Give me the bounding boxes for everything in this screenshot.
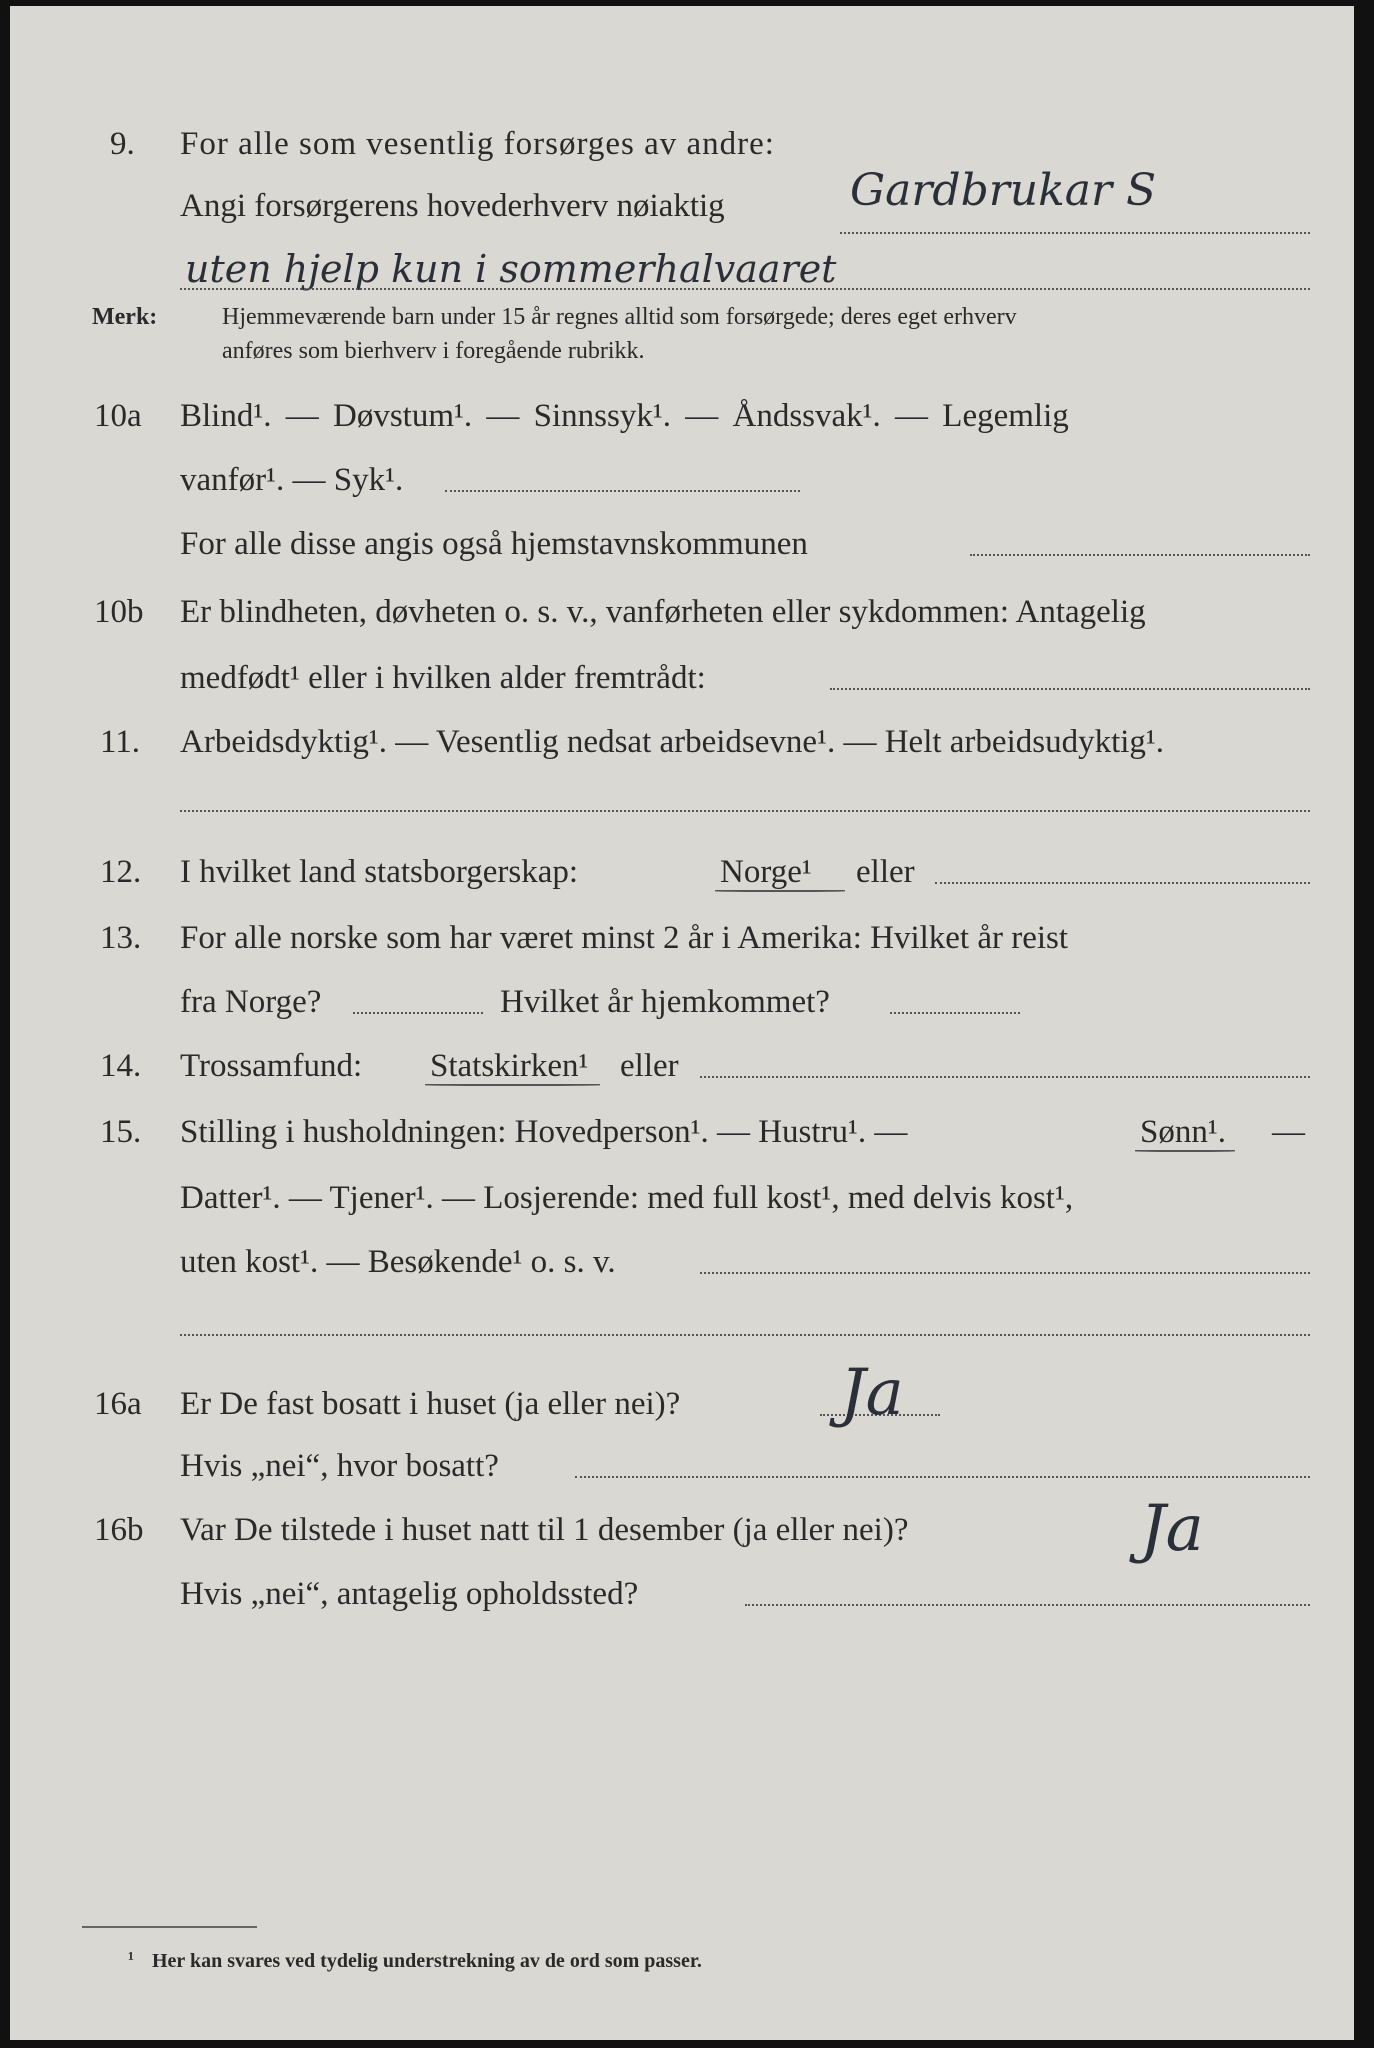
q10a-kommune-line xyxy=(970,554,1310,556)
q15-sonn-underline xyxy=(1135,1150,1235,1152)
q9-handwritten-answer-1: Gardbrukar S xyxy=(850,165,1157,216)
q11-answer-line xyxy=(180,810,1310,812)
q15-sonn-option: Sønn¹. xyxy=(1140,1114,1226,1150)
q9-number: 9. xyxy=(110,126,135,162)
q16a-number: 16a xyxy=(94,1386,142,1422)
q15-answer-line-2 xyxy=(180,1334,1310,1336)
q12-eller: eller xyxy=(856,854,915,890)
q13-reist-line xyxy=(353,1012,483,1014)
q13-line1: For alle norske som har været minst 2 år i Amerika: Hvilket år reist xyxy=(180,920,1069,956)
q16a-handwritten-answer: Ja xyxy=(840,1356,904,1430)
q13-line2a: fra Norge? xyxy=(180,984,322,1020)
q10a-line1: Blind¹. — Døvstum¹. — Sinnssyk¹. — Åndssvak¹. — Legemlig xyxy=(180,398,1069,434)
q14-eller: eller xyxy=(620,1048,679,1084)
q12-norge-underline xyxy=(715,890,845,892)
q13-number: 13. xyxy=(100,920,142,956)
q16a-line2: Hvis „nei“, hvor bosatt? xyxy=(180,1448,499,1484)
q10b-number: 10b xyxy=(94,594,144,630)
q16b-line2: Hvis „nei“, antagelig opholdssted? xyxy=(180,1576,639,1612)
q11-number: 11. xyxy=(100,724,141,760)
q12-number: 12. xyxy=(100,854,142,890)
merk-label: Merk: xyxy=(92,304,158,330)
q15-answer-line-1 xyxy=(700,1272,1310,1274)
q15-line1a: Stilling i husholdningen: Hovedperson¹. — Hustru¹. — xyxy=(180,1114,908,1150)
q12-text: I hvilket land statsborgerskap: xyxy=(180,854,579,890)
q15-line2: Datter¹. — Tjener¹. — Losjerende: med full kost¹, med delvis kost¹, xyxy=(180,1180,1074,1216)
q14-answer-line xyxy=(700,1076,1310,1078)
q15-number: 15. xyxy=(100,1114,142,1150)
q11-line1: Arbeidsdyktig¹. — Vesentlig nedsat arbeidsevne¹. — Helt arbeidsudyktig¹. xyxy=(180,724,1165,760)
q9-line1: For alle som vesentlig forsørges av andre: xyxy=(180,126,775,162)
q10b-line2: medfødt¹ eller i hvilken alder fremtrådt: xyxy=(180,660,706,696)
merk-line2: anføres som bierhverv i foregående rubrikk. xyxy=(222,338,645,364)
q16b-handwritten-answer: Ja xyxy=(1140,1492,1204,1566)
q10b-line1: Er blindheten, døvheten o. s. v., vanførheten eller sykdommen: Antagelig xyxy=(180,594,1146,630)
merk-line1: Hjemmeværende barn under 15 år regnes alltid som forsørgede; deres eget erhverv xyxy=(222,304,1017,330)
footnote-mark: ¹ xyxy=(128,1948,134,1970)
q16b-opholdssted-line xyxy=(745,1604,1310,1606)
q16b-line1: Var De tilstede i huset natt til 1 desember (ja eller nei)? xyxy=(180,1512,909,1548)
q9-answer-line-1 xyxy=(840,232,1310,234)
q14-text: Trossamfund: xyxy=(180,1048,363,1084)
q16b-number: 16b xyxy=(94,1512,144,1548)
q10a-line3: For alle disse angis også hjemstavnskommunen xyxy=(180,526,808,562)
footnote-rule xyxy=(82,1926,257,1928)
q14-statskirken-underline xyxy=(425,1084,600,1086)
q9-answer-line-2 xyxy=(180,288,1310,290)
census-form-page xyxy=(10,6,1354,2040)
q14-statskirken-option: Statskirken¹ xyxy=(430,1048,589,1084)
q10a-number: 10a xyxy=(94,398,142,434)
q13-line2b: Hvilket år hjemkommet? xyxy=(500,984,830,1020)
q15-line3: uten kost¹. — Besøkende¹ o. s. v. xyxy=(180,1244,616,1280)
q12-answer-line xyxy=(935,882,1310,884)
q10a-line2: vanfør¹. — Syk¹. xyxy=(180,462,404,498)
q13-hjemkommet-line xyxy=(890,1012,1020,1014)
q10a-syk-line xyxy=(445,490,800,492)
q16a-line1: Er De fast bosatt i huset (ja eller nei)? xyxy=(180,1386,681,1422)
q16a-bosatt-line xyxy=(575,1476,1310,1478)
q15-line1b: — xyxy=(1272,1114,1305,1150)
q9-line2: Angi forsørgerens hovederhverv nøiaktig xyxy=(180,188,725,224)
q12-norge-option: Norge¹ xyxy=(720,854,812,890)
q9-handwritten-answer-2: uten hjelp kun i sommerhalvaaret xyxy=(185,247,837,291)
footnote-text: Her kan svares ved tydelig understrekning av de ord som passer. xyxy=(152,1950,702,1972)
q10b-answer-line xyxy=(830,688,1310,690)
q14-number: 14. xyxy=(100,1048,142,1084)
